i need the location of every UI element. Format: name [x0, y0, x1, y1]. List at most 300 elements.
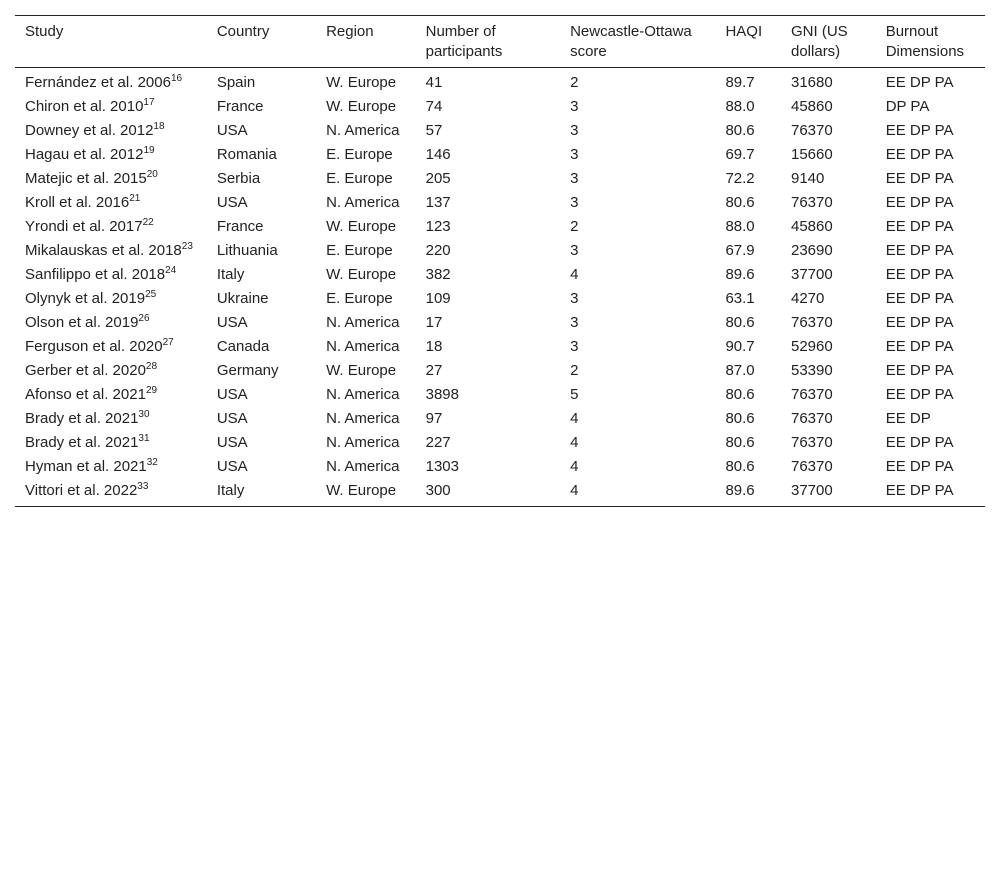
cell-burnout-dimensions-text: EE DP PA: [885, 194, 954, 211]
cell-participants: [416, 68, 560, 96]
cell-study: [15, 143, 207, 167]
reference-number: 32: [146, 457, 158, 468]
cell-study-text: Chiron et al. 2010: [25, 98, 144, 115]
cell-study-text: Gerber et al. 2020: [25, 362, 146, 379]
cell-region-text: W. Europe: [326, 266, 397, 283]
cell-newcastle-ottawa-score-text: 3: [570, 194, 579, 211]
cell-haqi: [715, 455, 781, 479]
cell-gni-text: 23690: [791, 242, 833, 259]
cell-country-text: USA: [216, 194, 248, 211]
cell-country: [207, 359, 316, 383]
cell-study-text: Olson et al. 2019: [25, 314, 139, 331]
cell-haqi: [715, 287, 781, 311]
cell-gni-text: 76370: [791, 122, 833, 139]
cell-newcastle-ottawa-score-text: 4: [570, 410, 579, 427]
cell-newcastle-ottawa-score: [560, 455, 715, 479]
cell-burnout-dimensions-text: DP PA: [885, 98, 930, 115]
cell-region-text: N. America: [326, 122, 400, 139]
cell-haqi-text: 90.7: [725, 338, 755, 355]
reference-number: 17: [143, 97, 155, 108]
cell-country: [207, 287, 316, 311]
cell-gni: [781, 143, 876, 167]
cell-participants: [416, 431, 560, 455]
cell-participants-text: 27: [425, 362, 443, 379]
cell-burnout-dimensions-text: EE DP PA: [885, 242, 954, 259]
cell-newcastle-ottawa-score-text: 3: [570, 290, 579, 307]
cell-study-text: Ferguson et al. 2020: [25, 338, 163, 355]
cell-gni: [781, 311, 876, 335]
cell-region: [316, 68, 416, 96]
cell-newcastle-ottawa-score: [560, 407, 715, 431]
cell-country: [207, 68, 316, 96]
reference-number: 19: [143, 145, 155, 156]
cell-haqi: [715, 383, 781, 407]
cell-participants-text: 41: [425, 74, 443, 91]
cell-gni-text: 76370: [791, 458, 833, 475]
cell-burnout-dimensions-text: EE DP PA: [885, 146, 954, 163]
cell-gni-text: 76370: [791, 314, 833, 331]
cell-gni-text: 76370: [791, 410, 833, 427]
reference-number: 21: [129, 193, 141, 204]
cell-burnout-dimensions: [876, 311, 985, 335]
cell-study-text: Matejic et al. 2015: [25, 170, 147, 187]
table-body: [15, 68, 985, 507]
cell-haqi-text: 80.6: [725, 194, 755, 211]
cell-burnout-dimensions: [876, 383, 985, 407]
cell-participants-text: 146: [425, 146, 451, 163]
cell-haqi-text: 89.7: [725, 74, 755, 91]
cell-region: [316, 119, 416, 143]
cell-country-text: France: [216, 218, 264, 235]
cell-country-text: Serbia: [216, 170, 261, 187]
cell-newcastle-ottawa-score: [560, 239, 715, 263]
cell-region: [316, 263, 416, 287]
cell-study-text: Brady et al. 2021: [25, 434, 139, 451]
cell-participants: [416, 263, 560, 287]
cell-country: [207, 431, 316, 455]
cell-haqi: [715, 335, 781, 359]
cell-haqi-text: 63.1: [725, 290, 755, 307]
cell-participants-text: 123: [425, 218, 451, 235]
table-row: [15, 311, 985, 335]
cell-haqi: [715, 359, 781, 383]
cell-country-text: Lithuania: [216, 242, 278, 259]
cell-study: [15, 119, 207, 143]
cell-participants-text: 382: [425, 266, 451, 283]
cell-gni: [781, 431, 876, 455]
cell-burnout-dimensions: [876, 407, 985, 431]
cell-region: [316, 239, 416, 263]
table-row: [15, 359, 985, 383]
cell-haqi: [715, 167, 781, 191]
cell-study-text: Downey et al. 2012: [25, 122, 154, 139]
cell-country: [207, 119, 316, 143]
cell-gni-text: 37700: [791, 266, 833, 283]
cell-haqi-text: 80.6: [725, 410, 755, 427]
cell-country: [207, 143, 316, 167]
table-row: [15, 455, 985, 479]
table-row: [15, 239, 985, 263]
cell-study: [15, 335, 207, 359]
cell-region-text: W. Europe: [326, 362, 397, 379]
cell-gni: [781, 95, 876, 119]
table-row: [15, 167, 985, 191]
cell-country-text: Ukraine: [216, 290, 269, 307]
cell-participants-text: 1303: [425, 458, 459, 475]
cell-haqi-text: 88.0: [725, 218, 755, 235]
reference-number: 26: [138, 313, 150, 324]
cell-study: [15, 407, 207, 431]
cell-participants: [416, 119, 560, 143]
reference-number: 23: [181, 241, 193, 252]
cell-region-text: E. Europe: [326, 146, 393, 163]
cell-gni-text: 37700: [791, 482, 833, 499]
table-header: [15, 16, 985, 68]
cell-region-text: W. Europe: [326, 218, 397, 235]
cell-burnout-dimensions: [876, 167, 985, 191]
cell-newcastle-ottawa-score-text: 3: [570, 146, 579, 163]
cell-newcastle-ottawa-score: [560, 167, 715, 191]
cell-region: [316, 455, 416, 479]
header-row: [15, 16, 985, 68]
header-haqi: HAQI: [725, 23, 763, 40]
cell-participants-text: 300: [425, 482, 451, 499]
cell-gni: [781, 359, 876, 383]
cell-newcastle-ottawa-score-text: 4: [570, 458, 579, 475]
cell-region: [316, 143, 416, 167]
table-row: [15, 335, 985, 359]
cell-region-text: E. Europe: [326, 290, 393, 307]
cell-region: [316, 95, 416, 119]
cell-country-text: USA: [216, 314, 248, 331]
cell-region-text: N. America: [326, 338, 400, 355]
cell-haqi: [715, 479, 781, 507]
cell-burnout-dimensions-text: EE DP PA: [885, 266, 954, 283]
cell-country: [207, 167, 316, 191]
cell-region: [316, 359, 416, 383]
cell-newcastle-ottawa-score: [560, 263, 715, 287]
cell-gni-text: 53390: [791, 362, 833, 379]
cell-study-text: Kroll et al. 2016: [25, 194, 130, 211]
header-gni: GNI (US dollars): [791, 23, 848, 60]
cell-newcastle-ottawa-score: [560, 431, 715, 455]
cell-haqi-text: 69.7: [725, 146, 755, 163]
cell-participants: [416, 287, 560, 311]
studies-table: [15, 15, 985, 507]
cell-country-text: France: [216, 98, 264, 115]
cell-gni: [781, 383, 876, 407]
cell-region-text: N. America: [326, 314, 400, 331]
cell-region: [316, 431, 416, 455]
cell-gni: [781, 239, 876, 263]
table-row: [15, 215, 985, 239]
header-participants: Number of participants: [425, 23, 503, 60]
cell-study: [15, 215, 207, 239]
cell-burnout-dimensions: [876, 119, 985, 143]
cell-country: [207, 407, 316, 431]
cell-participants: [416, 215, 560, 239]
cell-country: [207, 95, 316, 119]
cell-country: [207, 335, 316, 359]
cell-burnout-dimensions: [876, 455, 985, 479]
cell-country-text: USA: [216, 458, 248, 475]
cell-study-text: Hyman et al. 2021: [25, 458, 147, 475]
cell-burnout-dimensions-text: EE DP PA: [885, 170, 954, 187]
reference-number: 20: [146, 169, 158, 180]
cell-participants: [416, 335, 560, 359]
cell-haqi-text: 80.6: [725, 458, 755, 475]
cell-gni: [781, 263, 876, 287]
cell-participants: [416, 311, 560, 335]
cell-burnout-dimensions: [876, 287, 985, 311]
cell-region: [316, 167, 416, 191]
cell-study: [15, 431, 207, 455]
cell-study-text: Olynyk et al. 2019: [25, 290, 146, 307]
cell-newcastle-ottawa-score: [560, 287, 715, 311]
cell-participants-text: 220: [425, 242, 451, 259]
reference-number: 16: [170, 73, 183, 84]
cell-region-text: E. Europe: [326, 242, 393, 259]
header-region: Region: [326, 23, 374, 40]
cell-burnout-dimensions-text: EE DP PA: [885, 386, 954, 403]
cell-burnout-dimensions: [876, 143, 985, 167]
cell-burnout-dimensions-text: EE DP PA: [885, 362, 954, 379]
cell-study: [15, 191, 207, 215]
cell-country-text: USA: [216, 386, 248, 403]
cell-participants: [416, 143, 560, 167]
cell-haqi: [715, 95, 781, 119]
cell-country-text: USA: [216, 122, 248, 139]
cell-gni-text: 4270: [791, 290, 825, 307]
table-row: [15, 407, 985, 431]
cell-country-text: Italy: [216, 266, 245, 283]
cell-haqi-text: 89.6: [725, 266, 755, 283]
cell-region: [316, 191, 416, 215]
table-row: [15, 191, 985, 215]
cell-newcastle-ottawa-score: [560, 335, 715, 359]
cell-burnout-dimensions-text: EE DP: [885, 410, 931, 427]
cell-gni-text: 31680: [791, 74, 833, 91]
table-row: [15, 431, 985, 455]
cell-burnout-dimensions: [876, 431, 985, 455]
table-row: [15, 95, 985, 119]
cell-participants-text: 109: [425, 290, 451, 307]
cell-study: [15, 95, 207, 119]
cell-burnout-dimensions-text: EE DP PA: [885, 314, 954, 331]
cell-haqi: [715, 239, 781, 263]
table-row: [15, 479, 985, 507]
cell-participants: [416, 383, 560, 407]
cell-study-text: Hagau et al. 2012: [25, 146, 144, 163]
cell-haqi: [715, 191, 781, 215]
cell-gni-text: 45860: [791, 218, 833, 235]
cell-participants: [416, 191, 560, 215]
cell-haqi-text: 80.6: [725, 386, 755, 403]
cell-burnout-dimensions: [876, 95, 985, 119]
cell-region: [316, 479, 416, 507]
cell-region-text: N. America: [326, 410, 400, 427]
cell-gni-text: 15660: [791, 146, 833, 163]
cell-country: [207, 263, 316, 287]
cell-haqi-text: 89.6: [725, 482, 755, 499]
cell-study: [15, 311, 207, 335]
table-row: [15, 119, 985, 143]
cell-region: [316, 407, 416, 431]
cell-participants-text: 97: [425, 410, 443, 427]
cell-region-text: W. Europe: [326, 98, 397, 115]
cell-participants: [416, 407, 560, 431]
cell-gni-text: 76370: [791, 386, 833, 403]
cell-burnout-dimensions: [876, 479, 985, 507]
cell-haqi: [715, 311, 781, 335]
cell-region-text: E. Europe: [326, 170, 393, 187]
cell-gni-text: 45860: [791, 98, 833, 115]
cell-burnout-dimensions-text: EE DP PA: [885, 482, 954, 499]
cell-newcastle-ottawa-score-text: 4: [570, 266, 579, 283]
cell-haqi: [715, 215, 781, 239]
cell-study-text: Sanfilippo et al. 2018: [25, 266, 166, 283]
cell-newcastle-ottawa-score: [560, 119, 715, 143]
cell-newcastle-ottawa-score: [560, 68, 715, 96]
cell-region-text: N. America: [326, 434, 400, 451]
cell-newcastle-ottawa-score: [560, 359, 715, 383]
cell-haqi-text: 88.0: [725, 98, 755, 115]
cell-study-text: Fernández et al. 2006: [25, 74, 171, 91]
cell-newcastle-ottawa-score-text: 2: [570, 362, 579, 379]
cell-participants-text: 227: [425, 434, 451, 451]
cell-newcastle-ottawa-score-text: 2: [570, 74, 579, 91]
cell-participants-text: 137: [425, 194, 451, 211]
cell-region: [316, 383, 416, 407]
cell-haqi: [715, 407, 781, 431]
cell-gni: [781, 335, 876, 359]
cell-participants: [416, 359, 560, 383]
cell-country: [207, 383, 316, 407]
reference-number: 33: [137, 481, 149, 492]
header-study: Study: [25, 23, 64, 40]
reference-number: 27: [162, 337, 174, 348]
cell-haqi-text: 80.6: [725, 434, 755, 451]
cell-participants: [416, 239, 560, 263]
cell-gni-text: 76370: [791, 194, 833, 211]
cell-burnout-dimensions: [876, 263, 985, 287]
reference-number: 29: [145, 385, 158, 396]
cell-gni: [781, 479, 876, 507]
cell-newcastle-ottawa-score: [560, 191, 715, 215]
cell-country: [207, 479, 316, 507]
cell-newcastle-ottawa-score: [560, 311, 715, 335]
cell-burnout-dimensions: [876, 68, 985, 96]
cell-haqi-text: 80.6: [725, 314, 755, 331]
table-row: [15, 287, 985, 311]
cell-haqi: [715, 431, 781, 455]
table-row: [15, 143, 985, 167]
cell-participants-text: 3898: [425, 386, 459, 403]
reference-number: 22: [142, 217, 154, 228]
cell-participants: [416, 455, 560, 479]
reference-number: 24: [165, 265, 177, 276]
cell-study-text: Vittori et al. 2022: [25, 482, 138, 499]
table-row: [15, 68, 985, 96]
cell-burnout-dimensions-text: EE DP PA: [885, 458, 954, 475]
cell-haqi: [715, 119, 781, 143]
table-row: [15, 383, 985, 407]
cell-country: [207, 239, 316, 263]
cell-burnout-dimensions-text: EE DP PA: [885, 290, 954, 307]
reference-number: 28: [145, 361, 158, 372]
header-country: Country: [216, 23, 270, 40]
cell-burnout-dimensions: [876, 359, 985, 383]
cell-newcastle-ottawa-score: [560, 215, 715, 239]
cell-region: [316, 287, 416, 311]
cell-country: [207, 191, 316, 215]
cell-study-text: Mikalauskas et al. 2018: [25, 242, 182, 259]
cell-study-text: Brady et al. 2021: [25, 410, 139, 427]
cell-burnout-dimensions-text: EE DP PA: [885, 74, 954, 91]
cell-newcastle-ottawa-score-text: 4: [570, 482, 579, 499]
table-row: [15, 263, 985, 287]
cell-gni: [781, 68, 876, 96]
cell-gni-text: 76370: [791, 434, 833, 451]
cell-burnout-dimensions: [876, 335, 985, 359]
cell-burnout-dimensions-text: EE DP PA: [885, 218, 954, 235]
cell-region-text: N. America: [326, 458, 400, 475]
reference-number: 31: [138, 433, 150, 444]
reference-number: 30: [138, 409, 150, 420]
cell-haqi-text: 80.6: [725, 122, 755, 139]
cell-gni: [781, 167, 876, 191]
cell-country-text: Italy: [216, 482, 245, 499]
cell-study: [15, 263, 207, 287]
cell-newcastle-ottawa-score-text: 4: [570, 434, 579, 451]
cell-country: [207, 311, 316, 335]
cell-haqi: [715, 143, 781, 167]
cell-country-text: USA: [216, 434, 248, 451]
cell-region: [316, 335, 416, 359]
header-burnout-dimensions: Burnout Dimensions: [885, 23, 965, 60]
cell-haqi: [715, 263, 781, 287]
cell-region-text: W. Europe: [326, 74, 397, 91]
cell-participants-text: 17: [425, 314, 443, 331]
cell-burnout-dimensions-text: EE DP PA: [885, 122, 954, 139]
cell-participants-text: 18: [425, 338, 443, 355]
cell-country-text: Canada: [216, 338, 270, 355]
cell-study: [15, 68, 207, 96]
cell-participants: [416, 479, 560, 507]
cell-newcastle-ottawa-score-text: 3: [570, 314, 579, 331]
cell-country-text: Germany: [216, 362, 279, 379]
cell-country: [207, 215, 316, 239]
cell-burnout-dimensions: [876, 191, 985, 215]
cell-country-text: USA: [216, 410, 248, 427]
cell-study: [15, 455, 207, 479]
cell-newcastle-ottawa-score-text: 2: [570, 218, 579, 235]
cell-region-text: W. Europe: [326, 482, 397, 499]
cell-newcastle-ottawa-score-text: 3: [570, 98, 579, 115]
cell-region: [316, 311, 416, 335]
cell-gni: [781, 407, 876, 431]
cell-haqi-text: 87.0: [725, 362, 755, 379]
cell-newcastle-ottawa-score-text: 3: [570, 170, 579, 187]
cell-region: [316, 215, 416, 239]
cell-burnout-dimensions: [876, 215, 985, 239]
cell-haqi-text: 67.9: [725, 242, 755, 259]
cell-newcastle-ottawa-score: [560, 383, 715, 407]
cell-study: [15, 359, 207, 383]
cell-newcastle-ottawa-score: [560, 143, 715, 167]
cell-gni: [781, 119, 876, 143]
cell-country-text: Spain: [216, 74, 256, 91]
